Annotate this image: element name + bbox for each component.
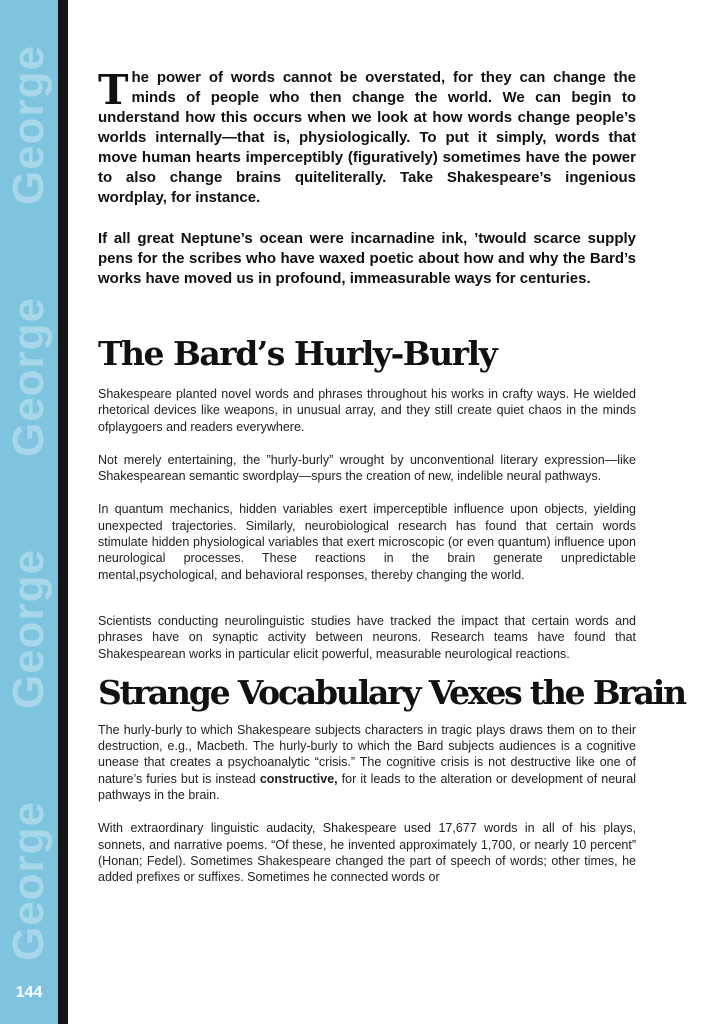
bold-text: constructive, (259, 771, 338, 786)
body-paragraph: Scientists conducting neurolinguistic studies have tracked the impact that certain words and phrases have on synaptic activity between neurons. Research teams have found that Shakespearean works in particular elicit powerful, measurable neurological reactions. (98, 613, 636, 661)
body-paragraph: Not merely entertaining, the ”hurly-burly” wrought by unconventional literary expression—like Shakespearean semantic swordplay—spurs the creation of new, indelible neural pathways. (98, 452, 636, 484)
sidebar: George George George George 144 (0, 0, 58, 1024)
body-paragraph: In quantum mechanics, hidden variables exert imperceptible influence upon objects, yielding unexpected trajectories. Similarly, neurobiological research has found that certain words stimulate hidden physiological variables that exert microscopic (or even quantum) influence upon neurological processes. These reactions in the brain generate unpredictable mental,psychological, and behavioral responses, thereby changing the world. (98, 502, 636, 582)
body-paragraph: Shakespeare planted novel words and phrases throughout his works in crafty ways. He wielded rhetorical devices like weapons, in unusual array, and they still create quiet chaos in the minds ofplaygoers and readers everywhere. (98, 387, 636, 434)
page-number: 144 (15, 984, 43, 1001)
sidebar-divider (58, 0, 68, 1024)
body-text: for it leads to the alteration or development of neural pathways in the brain. (98, 771, 636, 803)
intro-paragraph-2: If all great Neptune’s ocean were incarnadine ink, ’twould scarce supply pens for the scribes who have waxed poetic about how and why the Bard’s works have moved us in profound, immeasurable ways for centuries. (98, 230, 636, 287)
section-heading: Strange Vocabulary Vexes the Brain (98, 672, 685, 712)
body-paragraph (98, 722, 636, 803)
section-heading: The Bard’s Hurly-Burly (98, 334, 497, 373)
body-paragraph: With extraordinary linguistic audacity, Shakespeare used 17,677 words in all of his plays, sonnets, and narrative poems. “Of these, he invented approximately 1,700, or nearly 10 percent” (Honan; Fedel). Sometimes Shakespeare changed the part of speech of words; other times, he added prefixes or suffixes. Sometimes he connected words or (98, 821, 636, 885)
body-text: The hurly-burly to which Shakespeare subjects characters in tragic plays draws them on to their destruction, e.g., Macbeth. The hurly-burly to which the Bard subjects audiences is a cognitive unease that creates a psychoanalytic “crisis.” The cognitive crisis is not destructive like one of nature’s furies but is instead (98, 722, 636, 786)
drop-cap: T (98, 66, 129, 114)
article (98, 66, 685, 886)
intro-text: he power of words cannot be overstated, for they can change the minds of people who then change the world. We can begin to understand how this occurs when we look at how words change people’s worlds internally—that is, physiologically. To put it simply, words that move human hearts imperceptibly (figuratively) sometimes have the power to also change brains quiteliterally. Take Shakespeare’s ingenious wordplay, for instance. (98, 69, 636, 206)
intro-paragraph (98, 68, 636, 208)
